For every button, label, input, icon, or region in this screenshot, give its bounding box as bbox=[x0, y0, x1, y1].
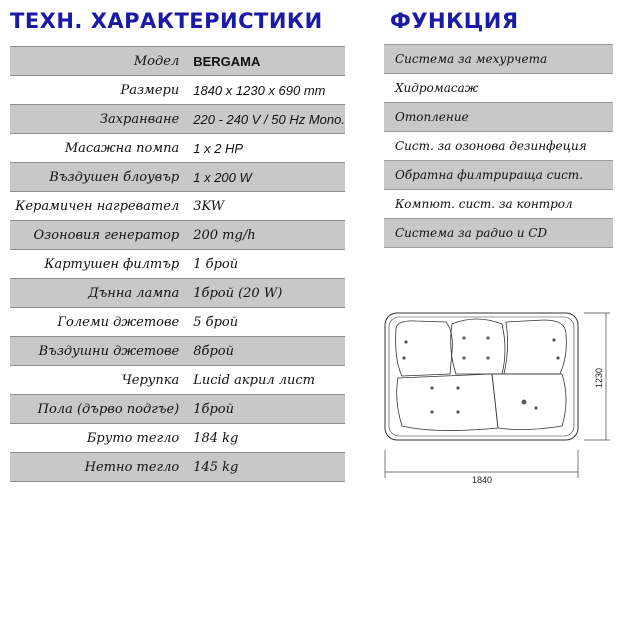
spec-value: 184 kg bbox=[187, 424, 345, 453]
spec-value: 1 x 200 W bbox=[187, 163, 345, 192]
jet bbox=[534, 406, 537, 409]
spec-row-shell bbox=[10, 366, 345, 395]
spec-value: Lucid акрил лист bbox=[187, 366, 345, 395]
spec-label: Дънна лампа bbox=[10, 279, 187, 308]
spec-row-net-weight bbox=[10, 453, 345, 482]
spec-label: Размери bbox=[10, 76, 187, 105]
function-row bbox=[384, 190, 613, 219]
spec-row-dimensions bbox=[10, 76, 345, 105]
function-label: Система за мехурчета bbox=[384, 45, 613, 74]
jet bbox=[486, 336, 489, 339]
spec-label: Озоновия генератор bbox=[10, 221, 187, 250]
jet bbox=[556, 356, 559, 359]
jet bbox=[404, 340, 407, 343]
spec-label: Модел bbox=[10, 47, 187, 76]
spec-value: 1 брой bbox=[187, 250, 345, 279]
spec-label: Пола (дърво подгъе) bbox=[10, 395, 187, 424]
spec-row-skirt bbox=[10, 395, 345, 424]
height-dimension-label: 1230 bbox=[594, 367, 604, 388]
jet bbox=[462, 356, 465, 359]
function-row bbox=[384, 74, 613, 103]
function-row bbox=[384, 132, 613, 161]
width-dimension-label: 1840 bbox=[472, 475, 493, 485]
spec-value: 1 x 2 HP bbox=[187, 134, 345, 163]
spec-label: Масажна помпа bbox=[10, 134, 187, 163]
spec-row-model bbox=[10, 47, 345, 76]
jet bbox=[456, 410, 459, 413]
spec-value: 3KW bbox=[187, 192, 345, 221]
spec-value: 1брой bbox=[187, 395, 345, 424]
function-label: Обратна филтрираща сист. bbox=[384, 161, 613, 190]
spec-value: 1840 x 1230 x 690 mm bbox=[187, 76, 345, 105]
function-label: Система за радио и CD bbox=[384, 219, 613, 248]
jet bbox=[486, 356, 489, 359]
function-label: Компют. сист. за контрол bbox=[384, 190, 613, 219]
spec-row-blower bbox=[10, 163, 345, 192]
function-row bbox=[384, 103, 613, 132]
spec-value: BERGAMA bbox=[187, 47, 345, 76]
spec-label: Черупка bbox=[10, 366, 187, 395]
spec-row-filter bbox=[10, 250, 345, 279]
spec-label: Керамичен нагревател bbox=[10, 192, 187, 221]
jet bbox=[430, 410, 433, 413]
jet bbox=[456, 386, 459, 389]
function-row bbox=[384, 161, 613, 190]
spec-row-power bbox=[10, 105, 345, 134]
function-label: Отопление bbox=[384, 103, 613, 132]
spec-label: Бруто тегло bbox=[10, 424, 187, 453]
spec-value: 200 mg/h bbox=[187, 221, 345, 250]
spec-value: 8брой bbox=[187, 337, 345, 366]
functions-table bbox=[384, 44, 613, 248]
tub-outline bbox=[385, 313, 578, 440]
specs-heading: ТЕХН. ХАРАКТЕРИСТИКИ bbox=[10, 9, 323, 33]
spec-value: 5 брой bbox=[187, 308, 345, 337]
spec-row-air-jets bbox=[10, 337, 345, 366]
spec-row-lamp bbox=[10, 279, 345, 308]
jet bbox=[522, 400, 527, 405]
spec-label: Големи джетове bbox=[10, 308, 187, 337]
spec-label: Въздушни джетове bbox=[10, 337, 187, 366]
spec-value: 220 - 240 V / 50 Hz Mono. bbox=[187, 105, 345, 134]
spec-row-heater bbox=[10, 192, 345, 221]
jet bbox=[430, 386, 433, 389]
spec-value: 145 kg bbox=[187, 453, 345, 482]
spec-label: Картушен филтър bbox=[10, 250, 187, 279]
function-label: Сист. за озонова дезинфеция bbox=[384, 132, 613, 161]
function-row bbox=[384, 45, 613, 74]
spec-row-ozone bbox=[10, 221, 345, 250]
spec-label: Въздушен блоувър bbox=[10, 163, 187, 192]
jet bbox=[462, 336, 465, 339]
function-row bbox=[384, 219, 613, 248]
specs-table bbox=[10, 46, 345, 482]
function-label: Хидромасаж bbox=[384, 74, 613, 103]
functions-heading: ФУНКЦИЯ bbox=[390, 9, 519, 33]
spec-label: Нетно тегло bbox=[10, 453, 187, 482]
spec-row-gross-weight bbox=[10, 424, 345, 453]
tub-top-view-drawing bbox=[376, 300, 616, 490]
spec-label: Захранване bbox=[10, 105, 187, 134]
jet bbox=[402, 356, 405, 359]
spec-row-pump bbox=[10, 134, 345, 163]
jet bbox=[552, 338, 555, 341]
spec-row-big-jets bbox=[10, 308, 345, 337]
spec-value: 1брой (20 W) bbox=[187, 279, 345, 308]
dimension-lines bbox=[385, 313, 610, 478]
